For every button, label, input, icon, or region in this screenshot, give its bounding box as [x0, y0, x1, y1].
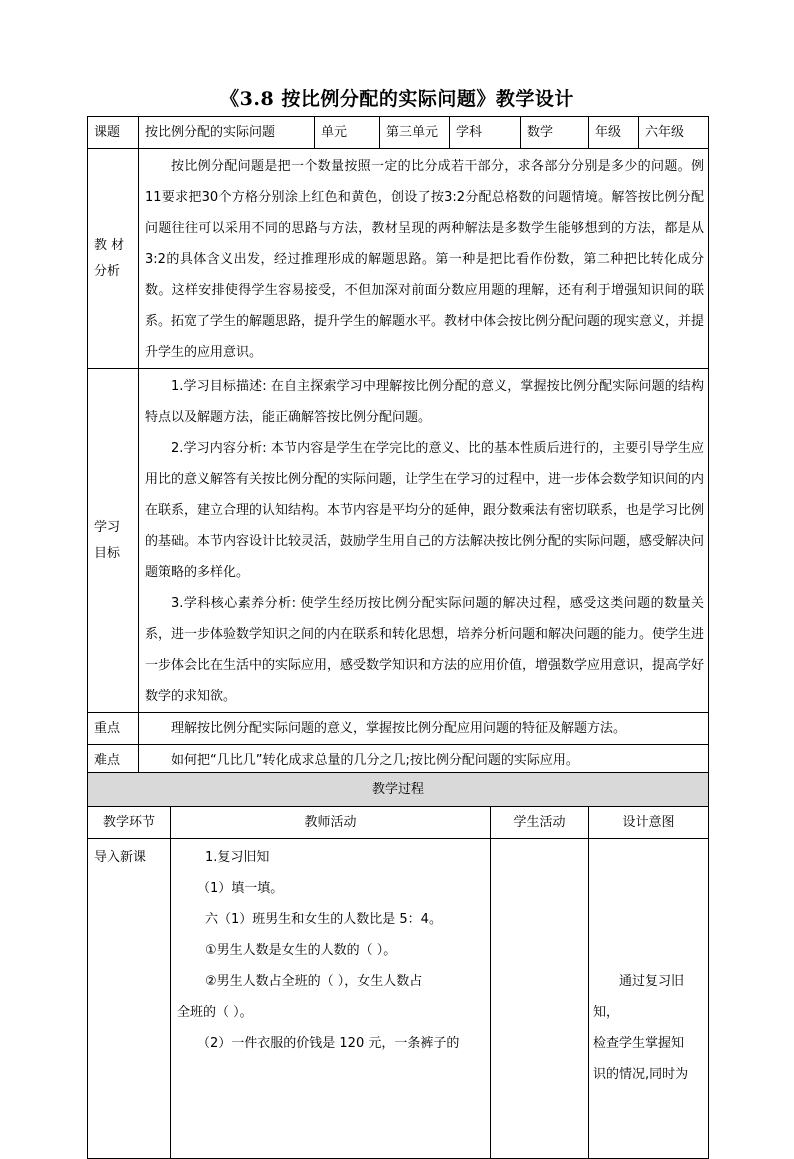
- goal-paragraph-3: 3.学科核心素养分析: 使学生经历按比例分配实际问题的解决过程，感受这类问题的数量关系，进一步体验数学知识之间的内在联系和转化思想，培养分析问题和解决问题的能力。使学生进一步体会比在生活中的实际应用，感受数学知识和方法的应用价值，增强数学应用意识，提高学好数学的求知欲。: [145, 596, 705, 704]
- analysis-label-line1: 教 材: [94, 237, 125, 253]
- intent-line-1: 通过复习旧知，: [593, 974, 685, 1020]
- topic-label: 课题: [88, 117, 139, 149]
- key-point-content: [139, 713, 709, 745]
- key-point-label: 重点: [88, 713, 139, 745]
- analysis-text: 按比例分配问题是把一个数量按照一定的比分成若干部分，求各部分分别是多少的问题。例11要求把30个方格分别涂上红色和黄色，创设了按3:2分配总格数的问题情境。解答按比例分配问题往往可以采用不同的思路与方法，教材呈现的两种解法是多数学生能够想到的方法，都是从3:2的具体含义出发，经过推理形成的解题思路。第一种是把比看作份数，第二种把比转化成分数。这样安排使得学生容易接受，不但加深对前面分数应用题的理解，还有利于增强知识间的联系。拓宽了学生的解题思路，提升学生的解题水平。教材中体会按比例分配问题的现实意义，并提升学生的应用意识。: [145, 159, 705, 360]
- goal-paragraph-1: 1.学习目标描述: 在自主探索学习中理解按比例分配的意义，掌握按比例分配实际问题的结构特点以及解题方法，能正确解答按比例分配问题。: [145, 379, 704, 425]
- analysis-label: [88, 149, 139, 369]
- grade-value: 六年级: [639, 117, 709, 149]
- teacher-activity-cell: [171, 839, 491, 1159]
- process-banner-row: [88, 773, 709, 807]
- teacher-line-4: ①男生人数是女生的人数的（ ）。: [205, 943, 397, 958]
- subject-value: 数学: [521, 117, 589, 149]
- intent-line-2: 检查学生掌握知: [593, 1036, 685, 1051]
- analysis-content: [139, 149, 709, 369]
- teacher-line-5: ②男生人数占全班的（ ），女生人数占: [205, 974, 423, 989]
- unit-label: 单元: [315, 117, 380, 149]
- process-row-intro: [88, 839, 709, 1159]
- goals-label: [88, 369, 139, 713]
- teacher-line-1: 1.复习旧知: [205, 850, 270, 865]
- document-title: 《3.8 按比例分配的实际问题》教学设计: [220, 88, 574, 110]
- analysis-row: [88, 149, 709, 369]
- process-header-row: [88, 807, 709, 839]
- grade-label: 年级: [589, 117, 639, 149]
- teacher-activity-header: 教师活动: [171, 807, 491, 839]
- key-point-row: [88, 713, 709, 745]
- student-activity-cell: [491, 839, 589, 1159]
- difficulty-text: 如何把“几比几”转化成求总量的几分之几;按比例分配问题的实际应用。: [171, 753, 579, 768]
- goals-content: [139, 369, 709, 713]
- stage-cell: 导入新课: [88, 839, 171, 1159]
- unit-value: 第三单元: [380, 117, 450, 149]
- teacher-line-7: （2）一件衣服的价钱是 120 元，一条裤子的: [197, 1036, 460, 1051]
- process-banner: 教学过程: [88, 773, 709, 807]
- lesson-info-table: [87, 116, 709, 777]
- header-row: [88, 117, 709, 149]
- goals-label-line2: 目标: [94, 545, 121, 561]
- design-intent-cell: [589, 839, 709, 1159]
- goal-paragraph-2: 2.学习内容分析: 本节内容是学生在学完比的意义、比的基本性质后进行的，主要引导学生应用比的意义解答有关按比例分配的实际问题，让学生在学习的过程中，进一步体会数学知识间的内在联系，建立合理的认知结构。本节内容是平均分的延伸，跟分数乘法有密切联系，也是学习比例的基础。本节内容设计比较灵活，鼓励学生用自己的方法解决按比例分配的实际问题，感受解决问题策略的多样化。: [145, 441, 705, 580]
- goals-row: [88, 369, 709, 713]
- difficulty-label: 难点: [88, 745, 139, 777]
- subject-label: 学科: [450, 117, 521, 149]
- design-intent-header: 设计意图: [589, 807, 709, 839]
- teacher-line-6: 全班的（ ）。: [177, 1005, 253, 1020]
- teaching-process-table: [87, 772, 709, 1159]
- teacher-line-2: （1）填一填。: [197, 881, 284, 896]
- topic-value: 按比例分配的实际问题: [139, 117, 315, 149]
- stage-header: 教学环节: [88, 807, 171, 839]
- intent-line-3: 识的情况,同时为: [593, 1067, 689, 1082]
- student-activity-header: 学生活动: [491, 807, 589, 839]
- analysis-label-line2: 分析: [94, 263, 121, 279]
- goals-label-line1: 学习: [94, 519, 121, 535]
- key-point-text: 理解按比例分配实际问题的意义，掌握按比例分配应用问题的特征及解题方法。: [171, 721, 627, 736]
- teacher-line-3: 六（1）班男生和女生的人数比是 5：4。: [205, 912, 442, 927]
